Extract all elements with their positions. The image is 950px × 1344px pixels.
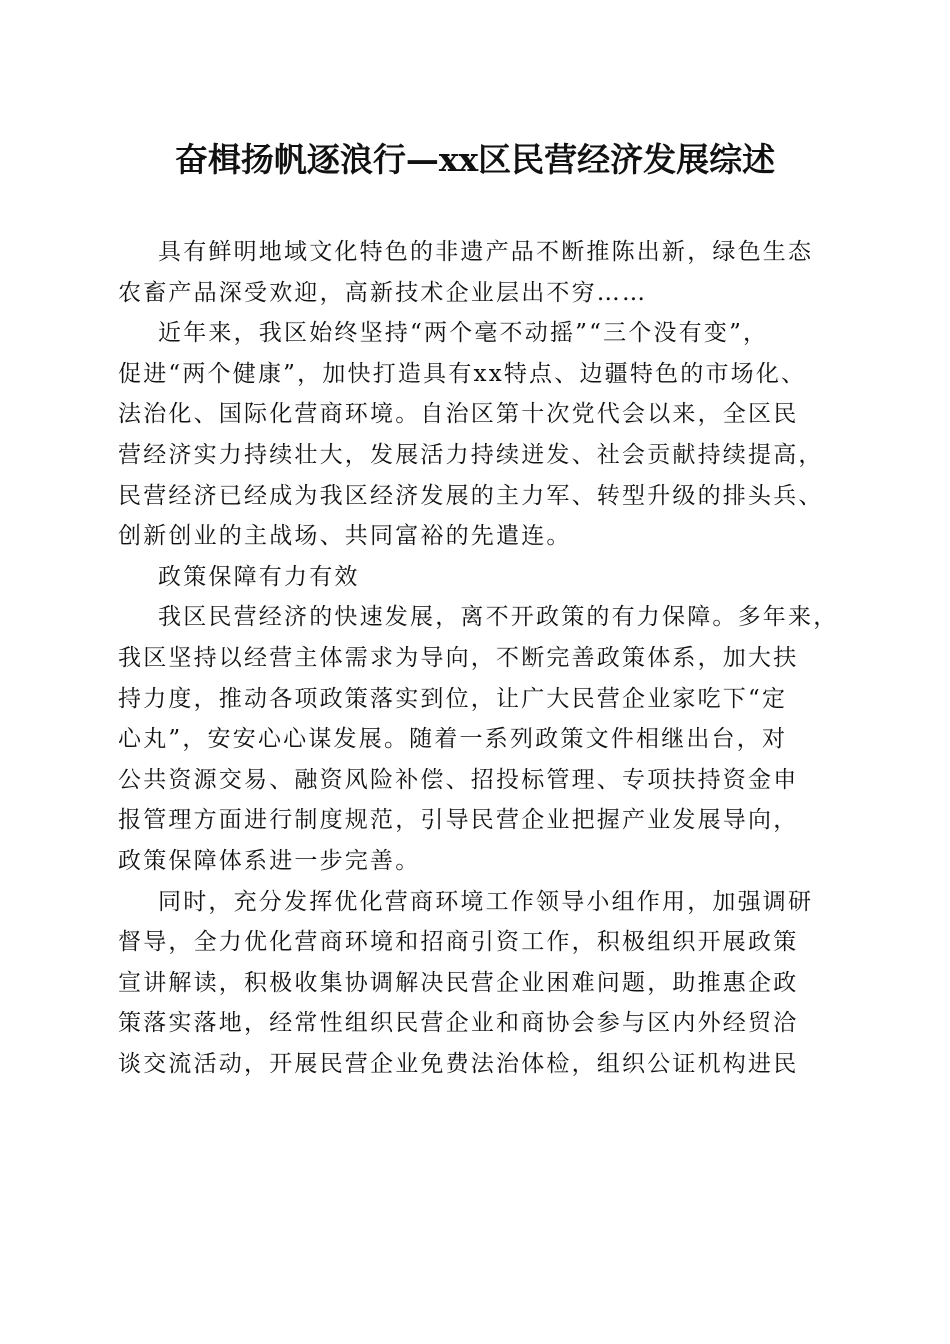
text-line: 政策保障有力有效 <box>158 563 360 590</box>
text-line: 持力度，推动各项政策落实到位，让广大民营企业家吃下“定 <box>118 685 788 712</box>
text-line: 策落实落地，经常性组织民营企业和商协会参与区内外经贸洽 <box>118 1010 799 1037</box>
text-line: 农畜产品深受欢迎，高新技术企业层出不穷…… <box>118 279 648 306</box>
text-line: 促进“两个健康”，加快打造具有xx特点、边疆特色的市场化、 <box>118 360 807 387</box>
text-line: 我区民营经济的快速发展，离不开政策的有力保障。多年来， <box>158 604 839 631</box>
text-line: 谈交流活动，开展民营企业免费法治体检，组织公证机构进民 <box>118 1050 799 1077</box>
text-line: 具有鲜明地域文化特色的非遗产品不断推陈出新，绿色生态 <box>158 239 814 265</box>
text-line: 报管理方面进行制度规范，引导民营企业把握产业发展导向， <box>118 807 799 834</box>
text-line: 公共资源交易、融资风险补偿、招投标管理、专项扶持资金申 <box>118 766 799 793</box>
text-line: 近年来，我区始终坚持“两个毫不动摇”“三个没有变”， <box>158 320 769 347</box>
text-line: 营经济实力持续壮大，发展活力持续迸发、社会贡献持续提高， <box>118 441 824 468</box>
document-body <box>118 232 838 1084</box>
text-line: 民营经济已经成为我区经济发展的主力军、转型升级的排头兵、 <box>118 482 824 509</box>
text-line: 创新创业的主战场、共同富裕的先遣连。 <box>118 523 572 550</box>
text-line: 督导，全力优化营商环境和招商引资工作，积极组织开展政策 <box>118 929 799 956</box>
text-line: 我区坚持以经营主体需求为导向，不断完善政策体系，加大扶 <box>118 644 799 671</box>
text-line: 宣讲解读，积极收集协调解决民营企业困难问题，助推惠企政 <box>118 969 799 996</box>
document-title: 奋楫扬帆逐浪行—xx区民营经济发展综述 <box>174 140 776 179</box>
text-line: 政策保障体系进一步完善。 <box>118 847 421 874</box>
text-line: 法治化、国际化营商环境。自治区第十次党代会以来，全区民 <box>118 401 799 428</box>
text-line: 心丸”，安安心心谋发展。随着一系列政策文件相继出台，对 <box>118 726 788 753</box>
text-line: 同时，充分发挥优化营商环境工作领导小组作用，加强调研 <box>158 888 814 915</box>
